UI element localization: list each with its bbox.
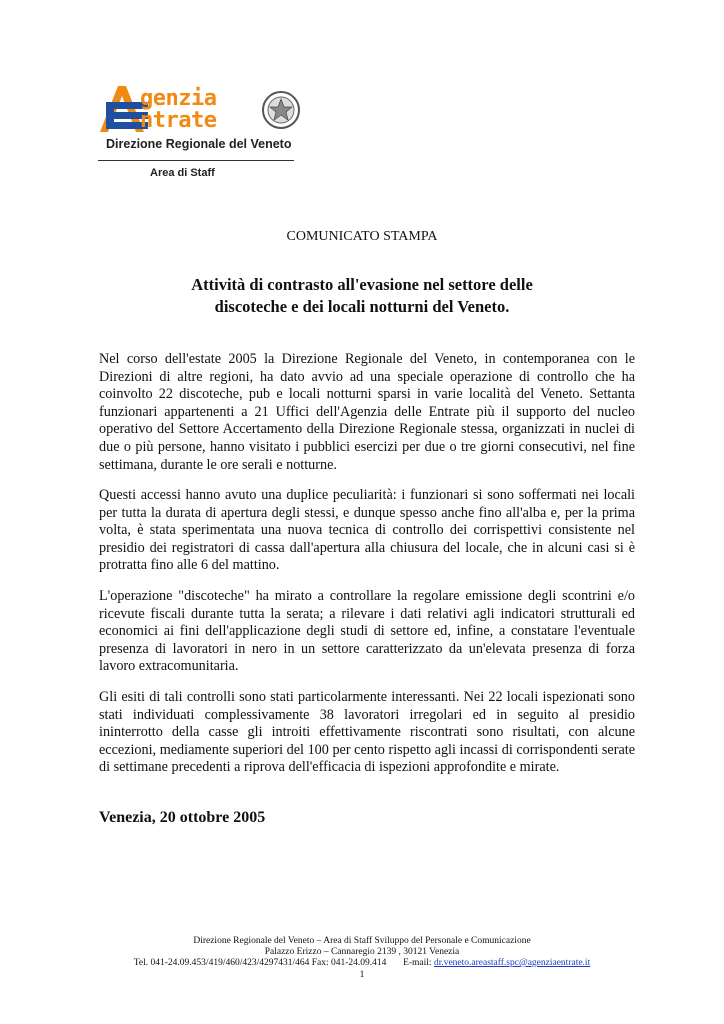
header-divider <box>98 160 294 161</box>
logo-word-bottom: ntrate <box>140 108 217 133</box>
footer-email-link[interactable]: dr.veneto.areastaff.spc@agenziaentrate.it <box>433 958 591 968</box>
italian-republic-emblem-icon <box>261 90 301 130</box>
body-paragraph-1: Nel corso dell'estate 2005 la Direzione Regionale del Veneto, in contemporanea con le Direzioni di altre regioni, ha dato avvio ad una speciale operazione di controllo che ha coinvolto 22 discoteche, pub e locali notturni sparsi in varie località del Veneto. Settanta funzionari appartenenti a 21 Uffici dell'Agenzia delle Entrate più il supporto del nucleo operativo del Settore Accertamento della Direzione Regionale stessa, organizzati in nuclei di due o più persone, hanno visitato i pubblici esercizi per due o tre giorni consecutivi, nel fine settimana, durante le ore serali e notturne. <box>99 351 635 473</box>
footer-office-line: Direzione Regionale del Veneto – Area di Staff Sviluppo del Personale e Comunicazione <box>193 936 531 946</box>
body-paragraph-2: Questi accessi hanno avuto una duplice peculiarità: i funzionari si sono soffermati nei locali per tutta la durata di apertura degli stessi, e dunque spesso anche fino all'alba e, per la prima volta, è stata sperimentata una nuova tecnica di controllo dei corrispettivi consistente nel presidio dei registratori di cassa dall'apertura alla chiusura del locale, che in alcuni casi si è protratta fino alle 6 del mattino. <box>99 487 635 574</box>
document-type-label: COMUNICATO STAMPA <box>286 229 438 244</box>
footer-phone-fax: Tel. 041-24.09.453/419/460/423/4297431/464 Fax: 041-24.09.414 <box>133 958 387 968</box>
title-line-1: Attività di contrasto all'evasione nel settore delle <box>191 275 533 294</box>
page-footer <box>0 936 724 969</box>
document-title <box>120 274 604 318</box>
regional-directorate-label: Direzione Regionale del Veneto <box>106 137 292 151</box>
page-number: 1 <box>359 970 365 980</box>
staff-area-label: Area di Staff <box>150 167 215 179</box>
place-and-date: Venezia, 20 ottobre 2005 <box>99 809 266 826</box>
title-line-2: discoteche e dei locali notturni del Veneto. <box>214 297 510 316</box>
logo-word-top: genzia <box>140 86 217 111</box>
agency-logo <box>96 82 306 140</box>
body-paragraph-4: Gli esiti di tali controlli sono stati particolarmente interessanti. Nei 22 locali ispezionati sono stati individuati complessivamente 38 lavoratori irregolari ed in seguito al presidio ininterrotto della casse gli introiti effettivamente riscontrati sono risultati, con alcune eccezioni, mediamente superiori del 100 per cento rispetto agli incassi di corrispondenti serate di settimane precedenti a riprova dell'efficacia di ispezioni approfondite e mirate. <box>99 689 635 776</box>
footer-address-line: Palazzo Erizzo – Cannaregio 2139 , 30121 Venezia <box>264 947 460 957</box>
footer-email-label: E-mail: <box>403 958 432 968</box>
body-paragraph-3: L'operazione "discoteche" ha mirato a controllare la regolare emissione degli scontrini e/o ricevute fiscali durante tutta la serata; a rilevare i dati relativi agli indicatori strutturali ed economici ai fini dell'applicazione degli studi di settore ed, infine, a constatare l'eventuale presenza di lavoratori in nero in un settore caratterizzato da un'elevata presenza di forza lavoro extracomunitaria. <box>99 588 635 675</box>
footer-contact-line <box>0 958 724 969</box>
